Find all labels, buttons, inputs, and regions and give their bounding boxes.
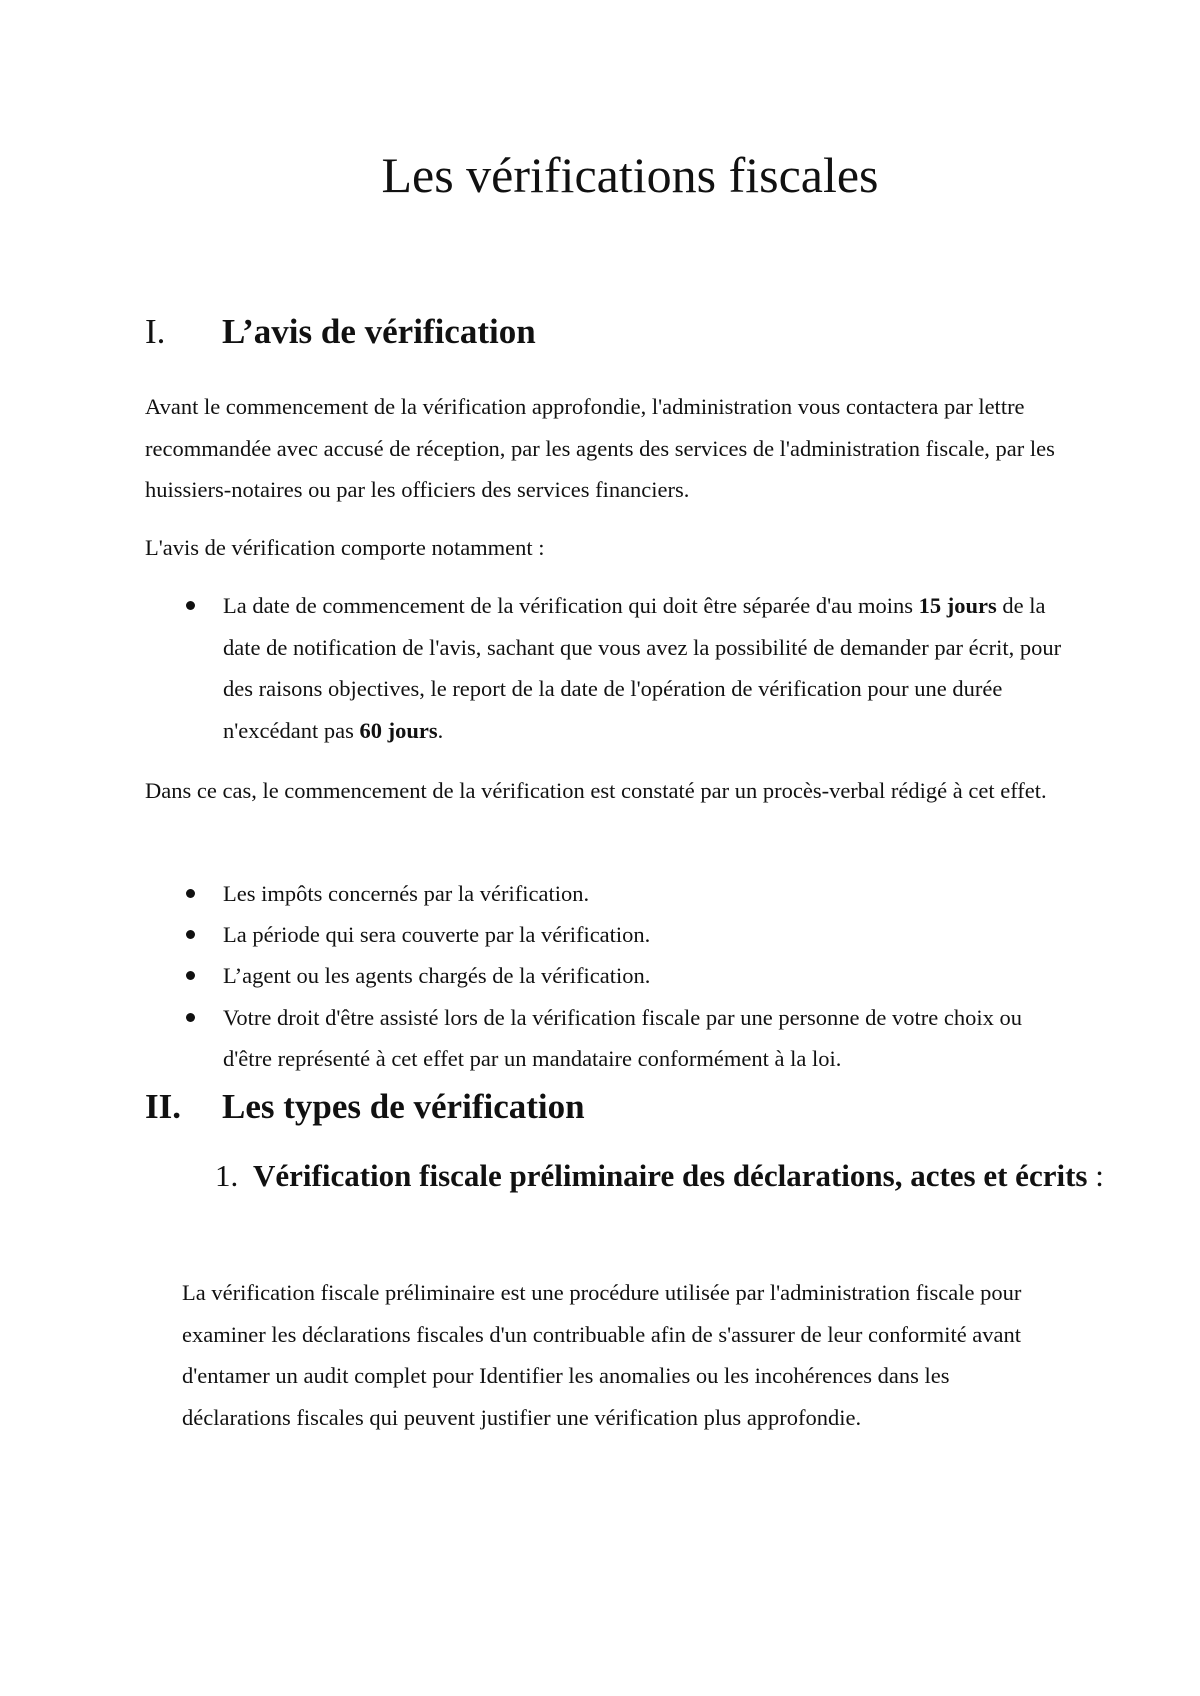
section-1-number: I. [145,312,166,351]
bullet-icon [186,1013,195,1022]
section-2-title: Les types de vérification [222,1087,585,1126]
subsection-1-colon: : [1087,1158,1104,1193]
section-1-lead: L'avis de vérification comporte notamment : [145,535,545,560]
bullet-text-part2: de la date de notification de l'avis, sachant que vous avez la possibilité de demander par écrit, pour des raisons objectives, le report de la date de l'opération de vérification pour une durée n'excédant pas [223,593,1062,743]
subsection-1-heading [215,1148,1113,1203]
bullet-list-deadline [0,585,1073,751]
list-item-text: Les impôts concernés par la vérification. [223,881,590,906]
list-item [0,955,1073,996]
bullet-icon [186,889,195,898]
bullet-text-part3: . [437,717,444,743]
bullet-list-contents [0,873,1073,1079]
subsection-1-text: La vérification fiscale préliminaire est une procédure utilisée par l'administration fiscale pour examiner les déclarations fiscales d'un contribuable afin de s'assurer de leur conformité avant d'entamer un audit complet pour Identifier les anomalies ou les incohérences dans les déclarations fiscales qui peuvent justifier une vérification plus approfondie. [182,1280,1022,1430]
list-item-text: La période qui sera couverte par la vérification. [223,922,651,948]
bullet-icon [186,930,195,939]
subsection-1-number: 1. [215,1158,239,1193]
section-1-note: Dans ce cas, le commencement de la vérification est constaté par un procès-verbal rédigé à cet effet. [145,778,1047,803]
document-title: Les vérifications fiscales [381,147,879,203]
bullet-text-part1: La date de commencement de la vérification qui doit être séparée d'au moins [223,593,919,618]
section-1-heading [145,310,536,354]
bullet-bold-60-jours: 60 jours [359,717,438,743]
section-1-title: L’avis de vérification [222,312,536,351]
section-2-number: II. [145,1087,181,1126]
bullet-icon [186,971,195,980]
bullet-icon [186,601,195,610]
section-1-intro: Avant le commencement de la vérification approfondie, l'administration vous contactera par lettre recommandée avec accusé de réception, par les agents des services de l'administration fiscale, par les huissiers-notaires ou par les officiers des services financiers. [145,394,1055,502]
bullet-bold-15-jours: 15 jours [918,593,997,618]
section-2-heading [145,1085,585,1129]
list-item [0,997,1073,1079]
list-item-text: L’agent ou les agents chargés de la vérification. [223,963,651,989]
list-item [0,873,1073,914]
list-item-text: Votre droit d'être assisté lors de la vérification fiscale par une personne de votre choix ou d'être représenté à cet effet par un mandataire conformément à la loi. [223,1004,1022,1071]
subsection-1-title: Vérification fiscale préliminaire des déclarations, actes et écrits [253,1158,1088,1193]
list-item [0,585,1073,751]
list-item [0,914,1073,955]
